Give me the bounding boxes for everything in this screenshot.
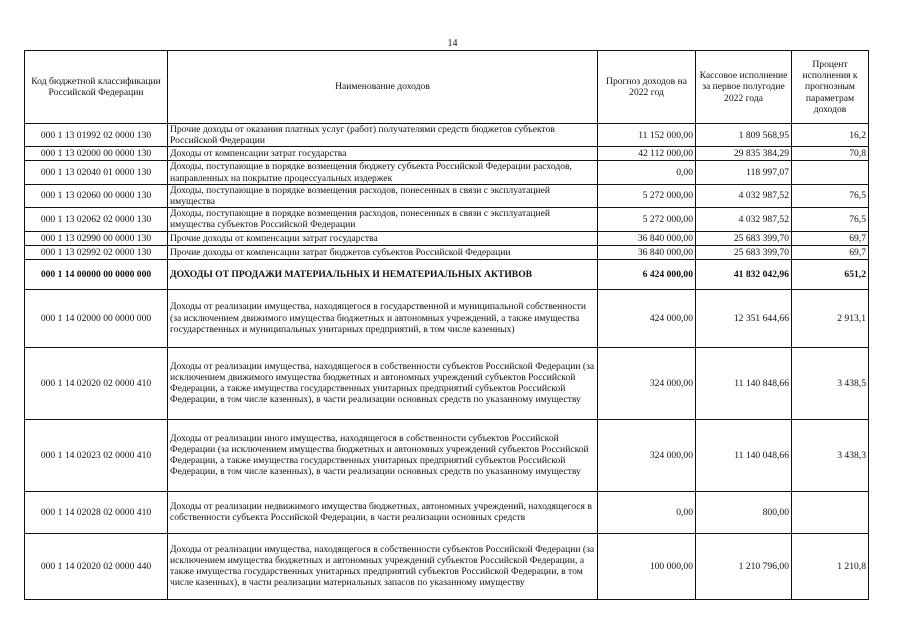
cell-execution: 25 683 399,70 [696, 231, 792, 245]
cell-forecast: 11 152 000,00 [598, 124, 696, 147]
table-row [25, 419, 869, 491]
revenue-table [24, 50, 869, 600]
cell-percent: 69,7 [792, 231, 869, 245]
table-body [25, 124, 869, 600]
cell-code: 000 1 13 02040 01 0000 130 [25, 161, 168, 184]
cell-forecast: 36 840 000,00 [598, 231, 696, 245]
cell-forecast: 100 000,00 [598, 533, 696, 599]
cell-forecast: 0,00 [598, 491, 696, 533]
cell-code: 000 1 13 02992 02 0000 130 [25, 245, 168, 259]
cell-code: 000 1 13 02990 00 0000 130 [25, 231, 168, 245]
cell-percent: 69,7 [792, 245, 869, 259]
cell-code: 000 1 14 02028 02 0000 410 [25, 491, 168, 533]
table-row [25, 491, 869, 533]
cell-percent: 76,5 [792, 208, 869, 231]
cell-forecast: 42 112 000,00 [598, 147, 696, 161]
cell-percent: 1 210,8 [792, 533, 869, 599]
page-number: 14 [447, 38, 458, 49]
cell-code: 000 1 14 02000 00 0000 000 [25, 289, 168, 347]
cell-percent [792, 491, 869, 533]
cell-name: Прочие доходы от компенсации затрат бюджетов субъектов Российской Федерации [168, 245, 598, 259]
cell-forecast: 324 000,00 [598, 347, 696, 419]
cell-forecast: 324 000,00 [598, 419, 696, 491]
table-row [25, 347, 869, 419]
cell-execution: 41 832 042,96 [696, 259, 792, 289]
cell-percent: 2 913,1 [792, 289, 869, 347]
cell-name: Доходы от реализации имущества, находящегося в собственности субъектов Российской Федерации (за исключением имущества бюджетных и автономных учреждений субъектов Российской Федерации, а также имущества государственных унитарных предприятий субъектов Российской Федерации, в том числе казенных), в части реализации материальных запасов по указанному имуществу [168, 533, 598, 599]
table-row [25, 231, 869, 245]
cell-forecast: 5 272 000,00 [598, 184, 696, 207]
cell-code: 000 1 14 02023 02 0000 410 [25, 419, 168, 491]
cell-name: Доходы от реализации имущества, находящегося в государственной и муниципальной собственности (за исключением движимого имущества бюджетных и автономных учреждений, а также имущества государственных и муниципальных унитарных предприятий, в том числе казенных) [168, 289, 598, 347]
cell-percent: 76,5 [792, 184, 869, 207]
cell-execution: 1 210 796,00 [696, 533, 792, 599]
cell-name: Прочие доходы от компенсации затрат государства [168, 231, 598, 245]
table-row [25, 208, 869, 231]
cell-code: 000 1 13 02000 00 0000 130 [25, 147, 168, 161]
cell-execution: 11 140 048,66 [696, 419, 792, 491]
header-name: Наименование доходов [168, 51, 598, 124]
table-row [25, 161, 869, 184]
cell-execution: 29 835 384,29 [696, 147, 792, 161]
table-row [25, 147, 869, 161]
cell-name: Доходы от реализации иного имущества, находящегося в собственности субъектов Российской Федерации (за исключением имущества бюджетных и автономных учреждений субъектов Российской Федерации, а также имущества государственных унитарных предприятий субъектов Российской Федерации, в том числе казенных), в части реализации основных средств по указанному имуществу [168, 419, 598, 491]
cell-percent: 16,2 [792, 124, 869, 147]
header-forecast: Прогноз доходов на 2022 год [598, 51, 696, 124]
cell-forecast: 36 840 000,00 [598, 245, 696, 259]
cell-forecast: 6 424 000,00 [598, 259, 696, 289]
cell-code: 000 1 13 01992 02 0000 130 [25, 124, 168, 147]
table-row [25, 124, 869, 147]
cell-forecast: 424 000,00 [598, 289, 696, 347]
cell-name: Доходы от реализации имущества, находящегося в собственности субъектов Российской Федерации (за исключением движимого имущества бюджетных и автономных учреждений субъектов Российской Федерации, а также имущества государственных унитарных предприятий субъектов Российской Федерации, в том числе казенных), в части реализации основных средств по указанному имуществу [168, 347, 598, 419]
cell-code: 000 1 14 02020 02 0000 410 [25, 347, 168, 419]
cell-name: Доходы от реализации недвижимого имущества бюджетных, автономных учреждений, находящегося в собственности субъекта Российской Федерации, в части реализации основных средств [168, 491, 598, 533]
cell-forecast: 0,00 [598, 161, 696, 184]
cell-execution: 4 032 987,52 [696, 208, 792, 231]
cell-execution: 4 032 987,52 [696, 184, 792, 207]
cell-execution: 800,00 [696, 491, 792, 533]
cell-execution: 11 140 848,66 [696, 347, 792, 419]
cell-percent [792, 161, 869, 184]
table-row [25, 245, 869, 259]
cell-code: 000 1 14 02020 02 0000 440 [25, 533, 168, 599]
cell-execution: 1 809 568,95 [696, 124, 792, 147]
header-code: Код бюджетной классификации Российской Федерации [25, 51, 168, 124]
cell-forecast: 5 272 000,00 [598, 208, 696, 231]
header-percent: Процент исполнения к прогнозным параметрам доходов [792, 51, 869, 124]
table-row [25, 289, 869, 347]
cell-code: 000 1 14 00000 00 0000 000 [25, 259, 168, 289]
cell-name: Доходы от компенсации затрат государства [168, 147, 598, 161]
cell-execution: 118 997,07 [696, 161, 792, 184]
cell-name: Прочие доходы от оказания платных услуг (работ) получателями средств бюджетов субъектов Российской Федерации [168, 124, 598, 147]
header-execution: Кассовое исполнение за первое полугодие 2022 года [696, 51, 792, 124]
cell-percent: 3 438,5 [792, 347, 869, 419]
table-row [25, 259, 869, 289]
cell-percent: 70,8 [792, 147, 869, 161]
cell-percent: 651,2 [792, 259, 869, 289]
cell-code: 000 1 13 02060 00 0000 130 [25, 184, 168, 207]
table-row [25, 184, 869, 207]
cell-execution: 25 683 399,70 [696, 245, 792, 259]
cell-percent: 3 438,3 [792, 419, 869, 491]
cell-name: Доходы, поступающие в порядке возмещения бюджету субъекта Российской Федерации расходов, направленных на покрытие процессуальных издержек [168, 161, 598, 184]
cell-name: ДОХОДЫ ОТ ПРОДАЖИ МАТЕРИАЛЬНЫХ И НЕМАТЕРИАЛЬНЫХ АКТИВОВ [168, 259, 598, 289]
cell-name: Доходы, поступающие в порядке возмещения расходов, понесенных в связи с эксплуатацией имущества субъектов Российской Федерации [168, 208, 598, 231]
table-header-row [25, 51, 869, 124]
cell-code: 000 1 13 02062 02 0000 130 [25, 208, 168, 231]
cell-name: Доходы, поступающие в порядке возмещения расходов, понесенных в связи с эксплуатацией имущества [168, 184, 598, 207]
cell-execution: 12 351 644,66 [696, 289, 792, 347]
table-row [25, 533, 869, 599]
